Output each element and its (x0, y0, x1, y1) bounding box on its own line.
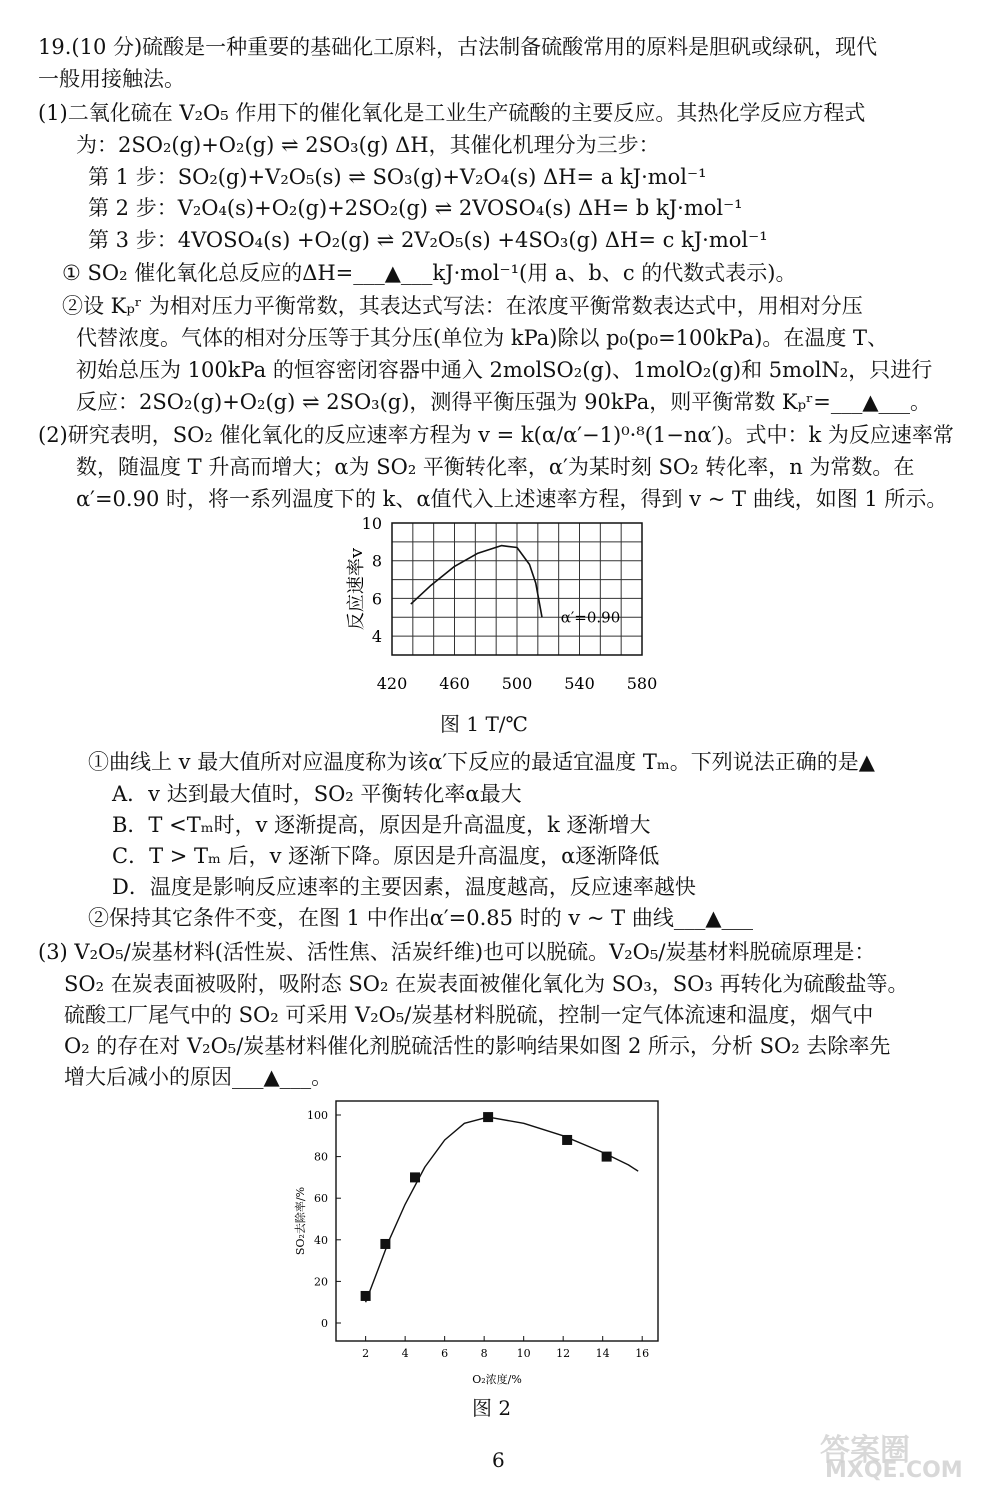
watermark-logo: 答案圈 (820, 1433, 910, 1468)
y-tick-label: 0 (321, 1317, 328, 1330)
x-tick-label: 14 (595, 1347, 610, 1360)
x-tick-label: 420 (376, 674, 408, 693)
y-axis-label: 反应速率v (346, 547, 367, 631)
data-point (562, 1135, 572, 1145)
x-tick-label: 16 (635, 1347, 650, 1360)
part3-cont1: SO₂ 在炭表面被吸附，吸附态 SO₂ 在炭表面被催化氧化为 SO₃，SO₃ 再转化为硫酸盐等。 (64, 972, 909, 996)
question-header-cont: 一般用接触法。 (38, 67, 185, 91)
part3-cont4: 增大后减小的原因___▲___。 (64, 1065, 333, 1089)
y-tick-label: 6 (371, 589, 382, 609)
x-tick-label: 4 (401, 1347, 409, 1360)
y-tick-label: 40 (314, 1233, 328, 1247)
step3: 第 3 步：4VOSO₄(s) +O₂(g) ⇌ 2V₂O₅(s) +4SO₃(g) ΔH= c kJ·mol⁻¹ (88, 228, 768, 252)
part1-intro: (1)二氧化硫在 V₂O₅ 作用下的催化氧化是工业生产硫酸的主要反应。其热化学反应方程式 (38, 101, 866, 125)
sub-question-1-2-cont2: 初始总压为 100kPa 的恒容密闭容器中通入 2molSO₂(g)、1molO₂(g)和 5molN₂，只进行 (76, 358, 933, 382)
figure-2-chart (280, 1095, 680, 1385)
option-a: A．v 达到最大值时，SO₂ 平衡转化率α最大 (112, 782, 522, 806)
y-tick-label: 8 (371, 551, 382, 571)
x-tick-label: 580 (626, 674, 658, 693)
option-b: B．T <Tₘ时，v 逐渐提高，原因是升高温度，k 逐渐增大 (112, 813, 651, 837)
sub-question-1-1: ① SO₂ 催化氧化总反应的ΔH=___▲___kJ·mol⁻¹(用 a、b、c 的代数式表示)。 (62, 261, 797, 285)
sub-question-1-2: ②设 Kₚʳ 为相对压力平衡常数，其表达式写法：在浓度平衡常数表达式中，用相对分压 (62, 294, 863, 318)
question-header: 19.(10 分)硫酸是一种重要的基础化工原料，古法制备硫酸常用的原料是胆矾或绿矾，现代 (38, 35, 878, 59)
page-number: 6 (492, 1448, 505, 1472)
x-tick-label: 12 (556, 1347, 571, 1360)
x-tick-label: 6 (441, 1347, 449, 1360)
y-axis-label: SO₂去除率/% (294, 1186, 307, 1256)
x-tick-label: 540 (564, 674, 595, 693)
sub-question-2-1: ①曲线上 v 最大值所对应温度称为该α′下反应的最适宜温度 Tₘ。下列说法正确的是▲ (88, 750, 875, 774)
y-tick-label: 10 (361, 515, 382, 533)
data-point (380, 1239, 390, 1249)
part2-cont2: α′=0.90 时，将一系列温度下的 k、α值代入上述速率方程，得到 v ~ T 曲线，如图 1 所示。 (76, 487, 948, 511)
curve-annotation: α′=0.90 (560, 608, 621, 627)
plot-frame (336, 1101, 658, 1341)
part3-cont3: O₂ 的存在对 V₂O₅/炭基材料催化剂脱硫活性的影响结果如图 2 所示，分析 SO₂ 去除率先 (64, 1034, 891, 1058)
sub-question-1-2-cont1: 代替浓度。气体的相对分压等于其分压(单位为 kPa)除以 p₀(p₀=100kPa)。在温度 T、 (76, 326, 889, 350)
part3-intro: (3) V₂O₅/炭基材料(活性炭、活性焦、活炭纤维)也可以脱硫。V₂O₅/炭基材料脱硫原理是： (38, 940, 876, 964)
part2-intro: (2)研究表明，SO₂ 催化氧化的反应速率方程为 v = k(α/α′−1)⁰·⁸(1−nα′)。式中：k 为反应速率常 (38, 423, 954, 447)
y-tick-label: 4 (371, 627, 382, 647)
part3-cont2: 硫酸工厂尾气中的 SO₂ 可采用 V₂O₅/炭基材料脱硫，控制一定气体流速和温度，烟气中 (64, 1003, 874, 1027)
watermark-url: MXQE.COM (825, 1458, 963, 1483)
figure-2-caption: 图 2 (472, 1396, 512, 1420)
sub-question-2-2: ②保持其它条件不变，在图 1 中作出α′=0.85 时的 v ~ T 曲线___▲___ (88, 906, 754, 930)
step1: 第 1 步：SO₂(g)+V₂O₅(s) ⇌ SO₃(g)+V₂O₄(s) ΔH= a kJ·mol⁻¹ (88, 165, 707, 189)
x-axis-label: O₂浓度/% (472, 1373, 522, 1385)
sub-question-1-2-cont3: 反应：2SO₂(g)+O₂(g) ⇌ 2SO₃(g)，测得平衡压强为 90kPa，则平衡常数 Kₚʳ=___▲___。 (76, 390, 932, 414)
figure-1-chart (340, 515, 670, 695)
y-tick-label: 80 (314, 1150, 328, 1164)
x-tick-label: 10 (516, 1347, 531, 1360)
x-tick-label: 500 (501, 674, 533, 693)
data-point (410, 1172, 420, 1182)
data-point (361, 1291, 371, 1301)
data-point (483, 1112, 493, 1122)
part1-equation: 为：2SO₂(g)+O₂(g) ⇌ 2SO₃(g) ΔH，其催化机理分为三步： (76, 133, 660, 157)
figure-1-caption: 图 1 T/℃ (440, 712, 528, 736)
x-tick-label: 460 (439, 674, 470, 693)
y-tick-label: 100 (307, 1109, 328, 1122)
data-point (602, 1152, 612, 1162)
option-c: C．T > Tₘ 后，v 逐渐下降。原因是升高温度，α逐渐降低 (112, 844, 660, 868)
fit-curve (366, 1117, 639, 1302)
part2-cont1: 数，随温度 T 升高而增大；α为 SO₂ 平衡转化率，α′为某时刻 SO₂ 转化率，n 为常数。在 (76, 455, 915, 479)
x-tick-label: 2 (362, 1347, 370, 1360)
option-d: D．温度是影响反应速率的主要因素，温度越高，反应速率越快 (112, 875, 696, 899)
step2: 第 2 步：V₂O₄(s)+O₂(g)+2SO₂(g) ⇌ 2VOSO₄(s) ΔH= b kJ·mol⁻¹ (88, 196, 743, 220)
x-tick-label: 8 (480, 1347, 488, 1360)
y-tick-label: 60 (314, 1192, 328, 1206)
y-tick-label: 20 (314, 1275, 328, 1289)
series-line-v (411, 546, 542, 618)
